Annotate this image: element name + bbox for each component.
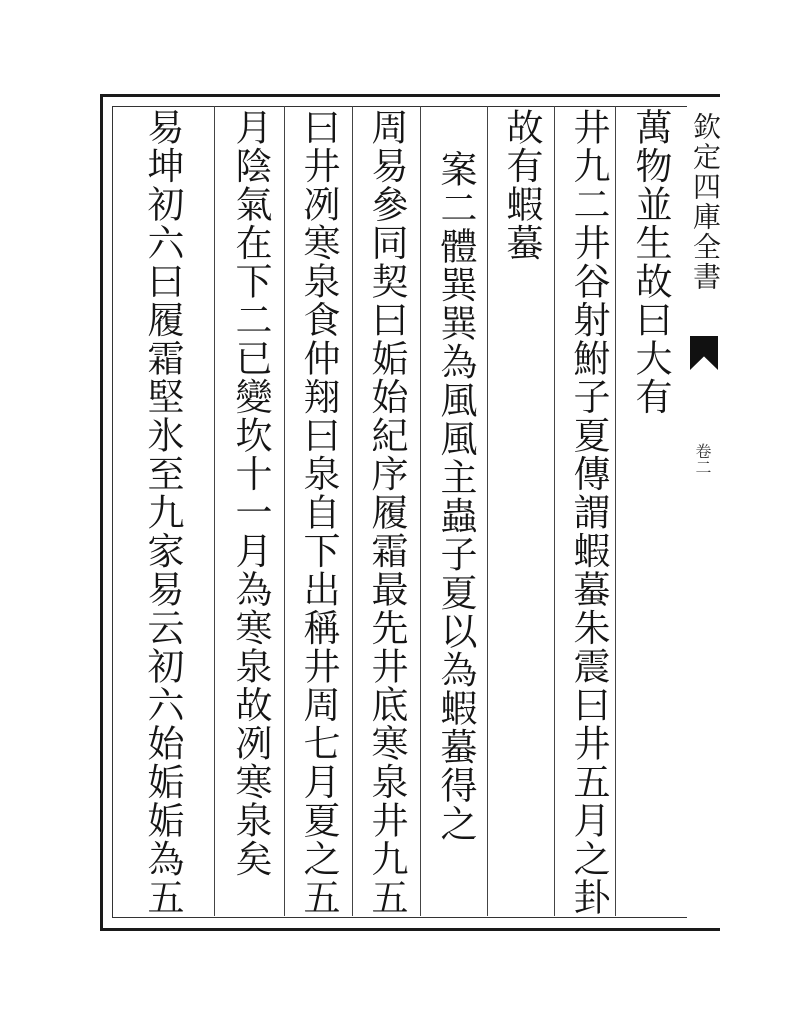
text-column-5: 周易參同契曰姤始紀序履霜最先井底寒泉井九五 [365,108,408,917]
column-divider [352,106,353,916]
column-divider [487,106,488,916]
book-title: 欽定四庫全書 [689,112,722,292]
column-divider [284,106,285,916]
text-column-4: 案二體巽巽為風風主蟲子夏以為蝦蟇得之 [434,150,477,843]
column-divider [214,106,215,916]
volume-label: 卷二 [693,443,712,475]
text-column-6: 曰井冽寒泉食仲翔曰泉自下出稱井周七月夏之五 [297,108,340,917]
text-column-8: 易坤初六曰履霜堅氷至九家易云初六始姤姤為五 [141,108,184,917]
text-column-1: 萬物並生故曰大有 [629,108,672,416]
text-column-3: 故有蝦蟇 [500,108,543,262]
column-divider [554,106,555,916]
text-column-7: 月陰氣在下二已變坎十一月為寒泉故冽寒泉矣 [229,108,272,878]
column-divider [615,106,616,916]
text-column-2: 井九二井谷射鮒子夏傳謂蝦蟇朱震曰井五月之卦 [567,108,610,917]
column-divider [420,106,421,916]
